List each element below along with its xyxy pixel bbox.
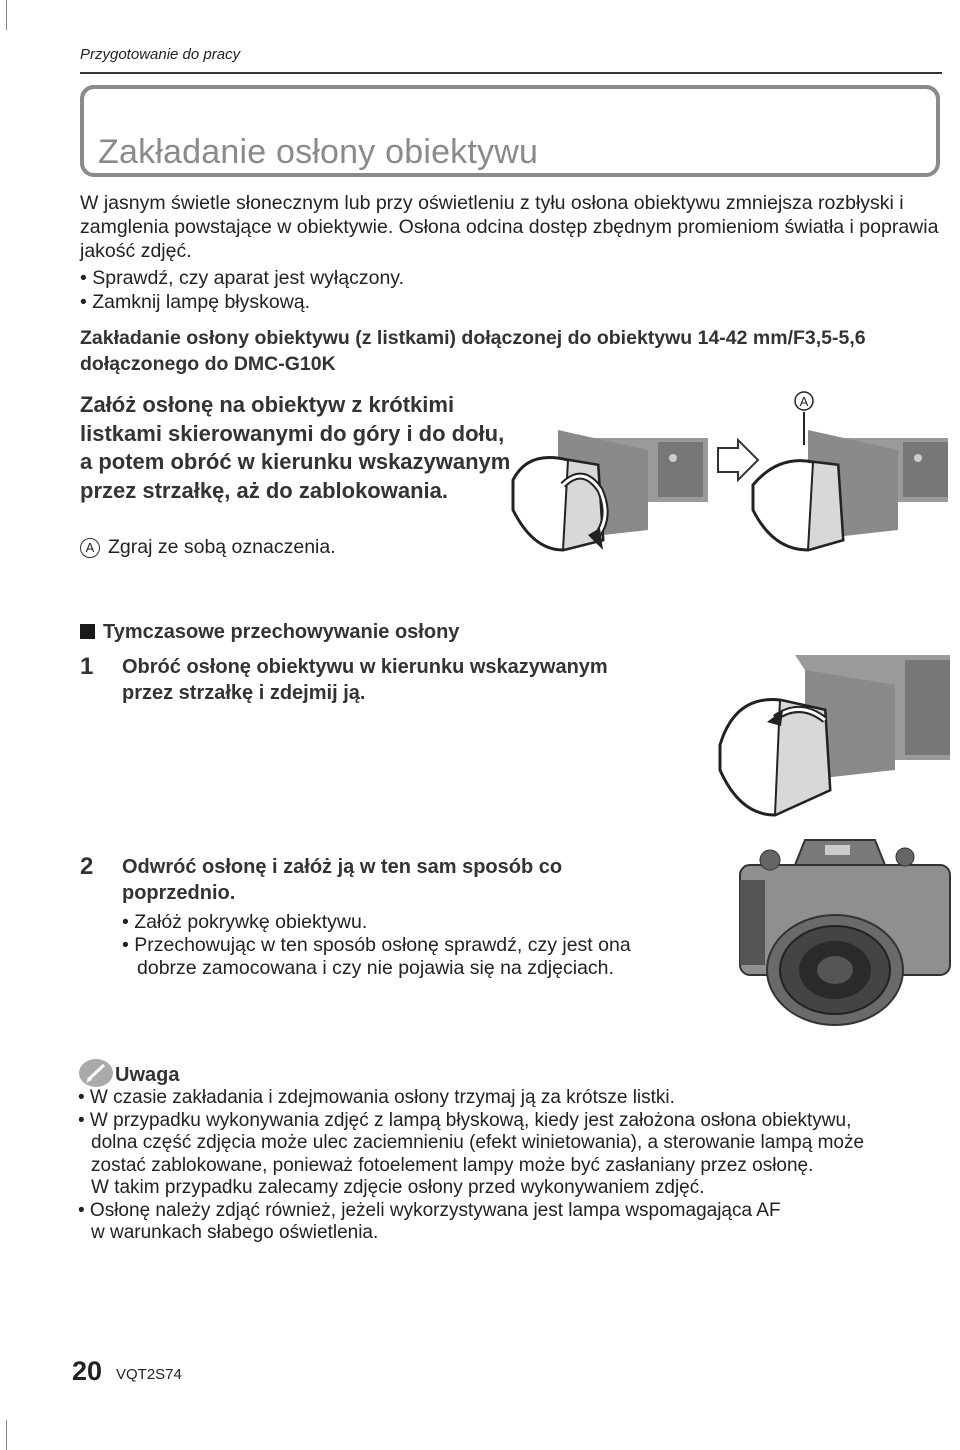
marker-note-text: Zgraj ze sobą oznaczenia. (108, 536, 336, 558)
intro-paragraph: W jasnym świetle słonecznym lub przy oświetleniu z tyłu osłona obiektywu zmniejsza rozbłyski i zamglenia powstające w obiektywie. Osłona odcina dostęp zbędnym promieniom światła i poprawia jakość zdjęć. (80, 192, 939, 262)
hood-right-face (808, 462, 843, 550)
page-title: Zakładanie osłony obiektywu (98, 133, 539, 171)
hot-shoe (825, 845, 850, 855)
camera-body-right-detail (903, 442, 948, 497)
step-2-text: Odwróć osłonę i załóż ją w ten sam sposób co poprzednio. (122, 856, 563, 904)
camera-dial-left (669, 454, 677, 462)
attach-subheading: Zakładanie osłony obiektywu (z listkami) dołączonej do obiektywu 14-42 mm/F3,5-5,6 dołączonego do DMC-G10K (80, 327, 866, 375)
storage-heading (80, 621, 459, 644)
page-number: 20 (72, 1356, 103, 1386)
note-line: W takim przypadku zalecamy zdjęcie osłony przed wykonywaniem zdjęć. (91, 1177, 705, 1198)
marker-a-text: A (799, 394, 809, 409)
note-pencil-icon (78, 1058, 114, 1088)
camera-body-left-detail (658, 442, 703, 497)
camera-dial-right (914, 454, 922, 462)
intro-bullet: • Zamknij lampę błyskową. (80, 291, 311, 313)
step-2-bullet: • Załóż pokrywkę obiektywu. (122, 911, 368, 933)
attach-instruction: Załóż osłonę na obiektyw z krótkimi listkami skierowanymi do góry i do dołu, a potem obróć w kierunku wskazywanym przez strzałkę, aż do zablokowania. (80, 392, 511, 503)
note-line: • W przypadku wykonywania zdjęć z lampą błyskową, kiedy jest założona osłona obiektywu, (78, 1109, 852, 1131)
note-line: dolna część zdjęcia może ulec zaciemnieniu (efekt winietowania), a sterowanie lampą może (91, 1132, 865, 1153)
attach-hood-illustration (508, 390, 948, 560)
note-line: w warunkach słabego oświetlenia. (91, 1222, 379, 1243)
note-line: • W czasie zakładania i zdejmowania osłony trzymaj ją za krótsze listki. (78, 1087, 675, 1108)
note-line: • Osłonę należy zdjąć również, jeżeli wykorzystywana jest lampa wspomagająca AF (78, 1199, 781, 1221)
grip (740, 880, 765, 965)
step-number: 2 (80, 853, 94, 880)
step-2-bullet-cont: dobrze zamocowana i czy nie pojawia się na zdjęciach. (137, 957, 614, 979)
note-line: zostać zablokowane, ponieważ fotoelement lampy może być zasłaniany przez osłonę. (91, 1154, 814, 1176)
shutter-dial (896, 848, 914, 866)
title-box (80, 85, 940, 177)
note-body (78, 1087, 938, 1245)
mode-dial (760, 850, 780, 870)
model-code: VQT2S74 (116, 1366, 182, 1383)
camera-body-remove-detail (905, 660, 950, 755)
intro-bullet: • Sprawdź, czy aparat jest wyłączony. (80, 267, 405, 289)
section-label: Przygotowanie do pracy (80, 46, 241, 63)
section-square-icon (80, 624, 95, 639)
stored-hood-illustration (735, 835, 955, 1030)
step-1-text: Obróć osłonę obiektywu w kierunku wskazywanym przez strzałkę i zdejmij ją. (122, 656, 608, 704)
marker-note (80, 536, 336, 559)
margin-rule-top (6, 0, 7, 30)
title-box-tab (80, 85, 940, 109)
marker-a-label: A (80, 538, 100, 558)
storage-heading-text: Tymczasowe przechowywanie osłony (103, 621, 460, 643)
header-rule (80, 72, 942, 74)
margin-rule-bottom (6, 1420, 7, 1450)
step-number: 1 (80, 653, 94, 680)
remove-hood-illustration (715, 650, 950, 820)
note-title: Uwaga (115, 1064, 180, 1086)
lens-cap-center (817, 956, 853, 984)
next-step-arrow-icon (718, 440, 758, 480)
step-2-bullet: • Przechowując w ten sposób osłonę sprawdź, czy jest ona (122, 934, 631, 956)
